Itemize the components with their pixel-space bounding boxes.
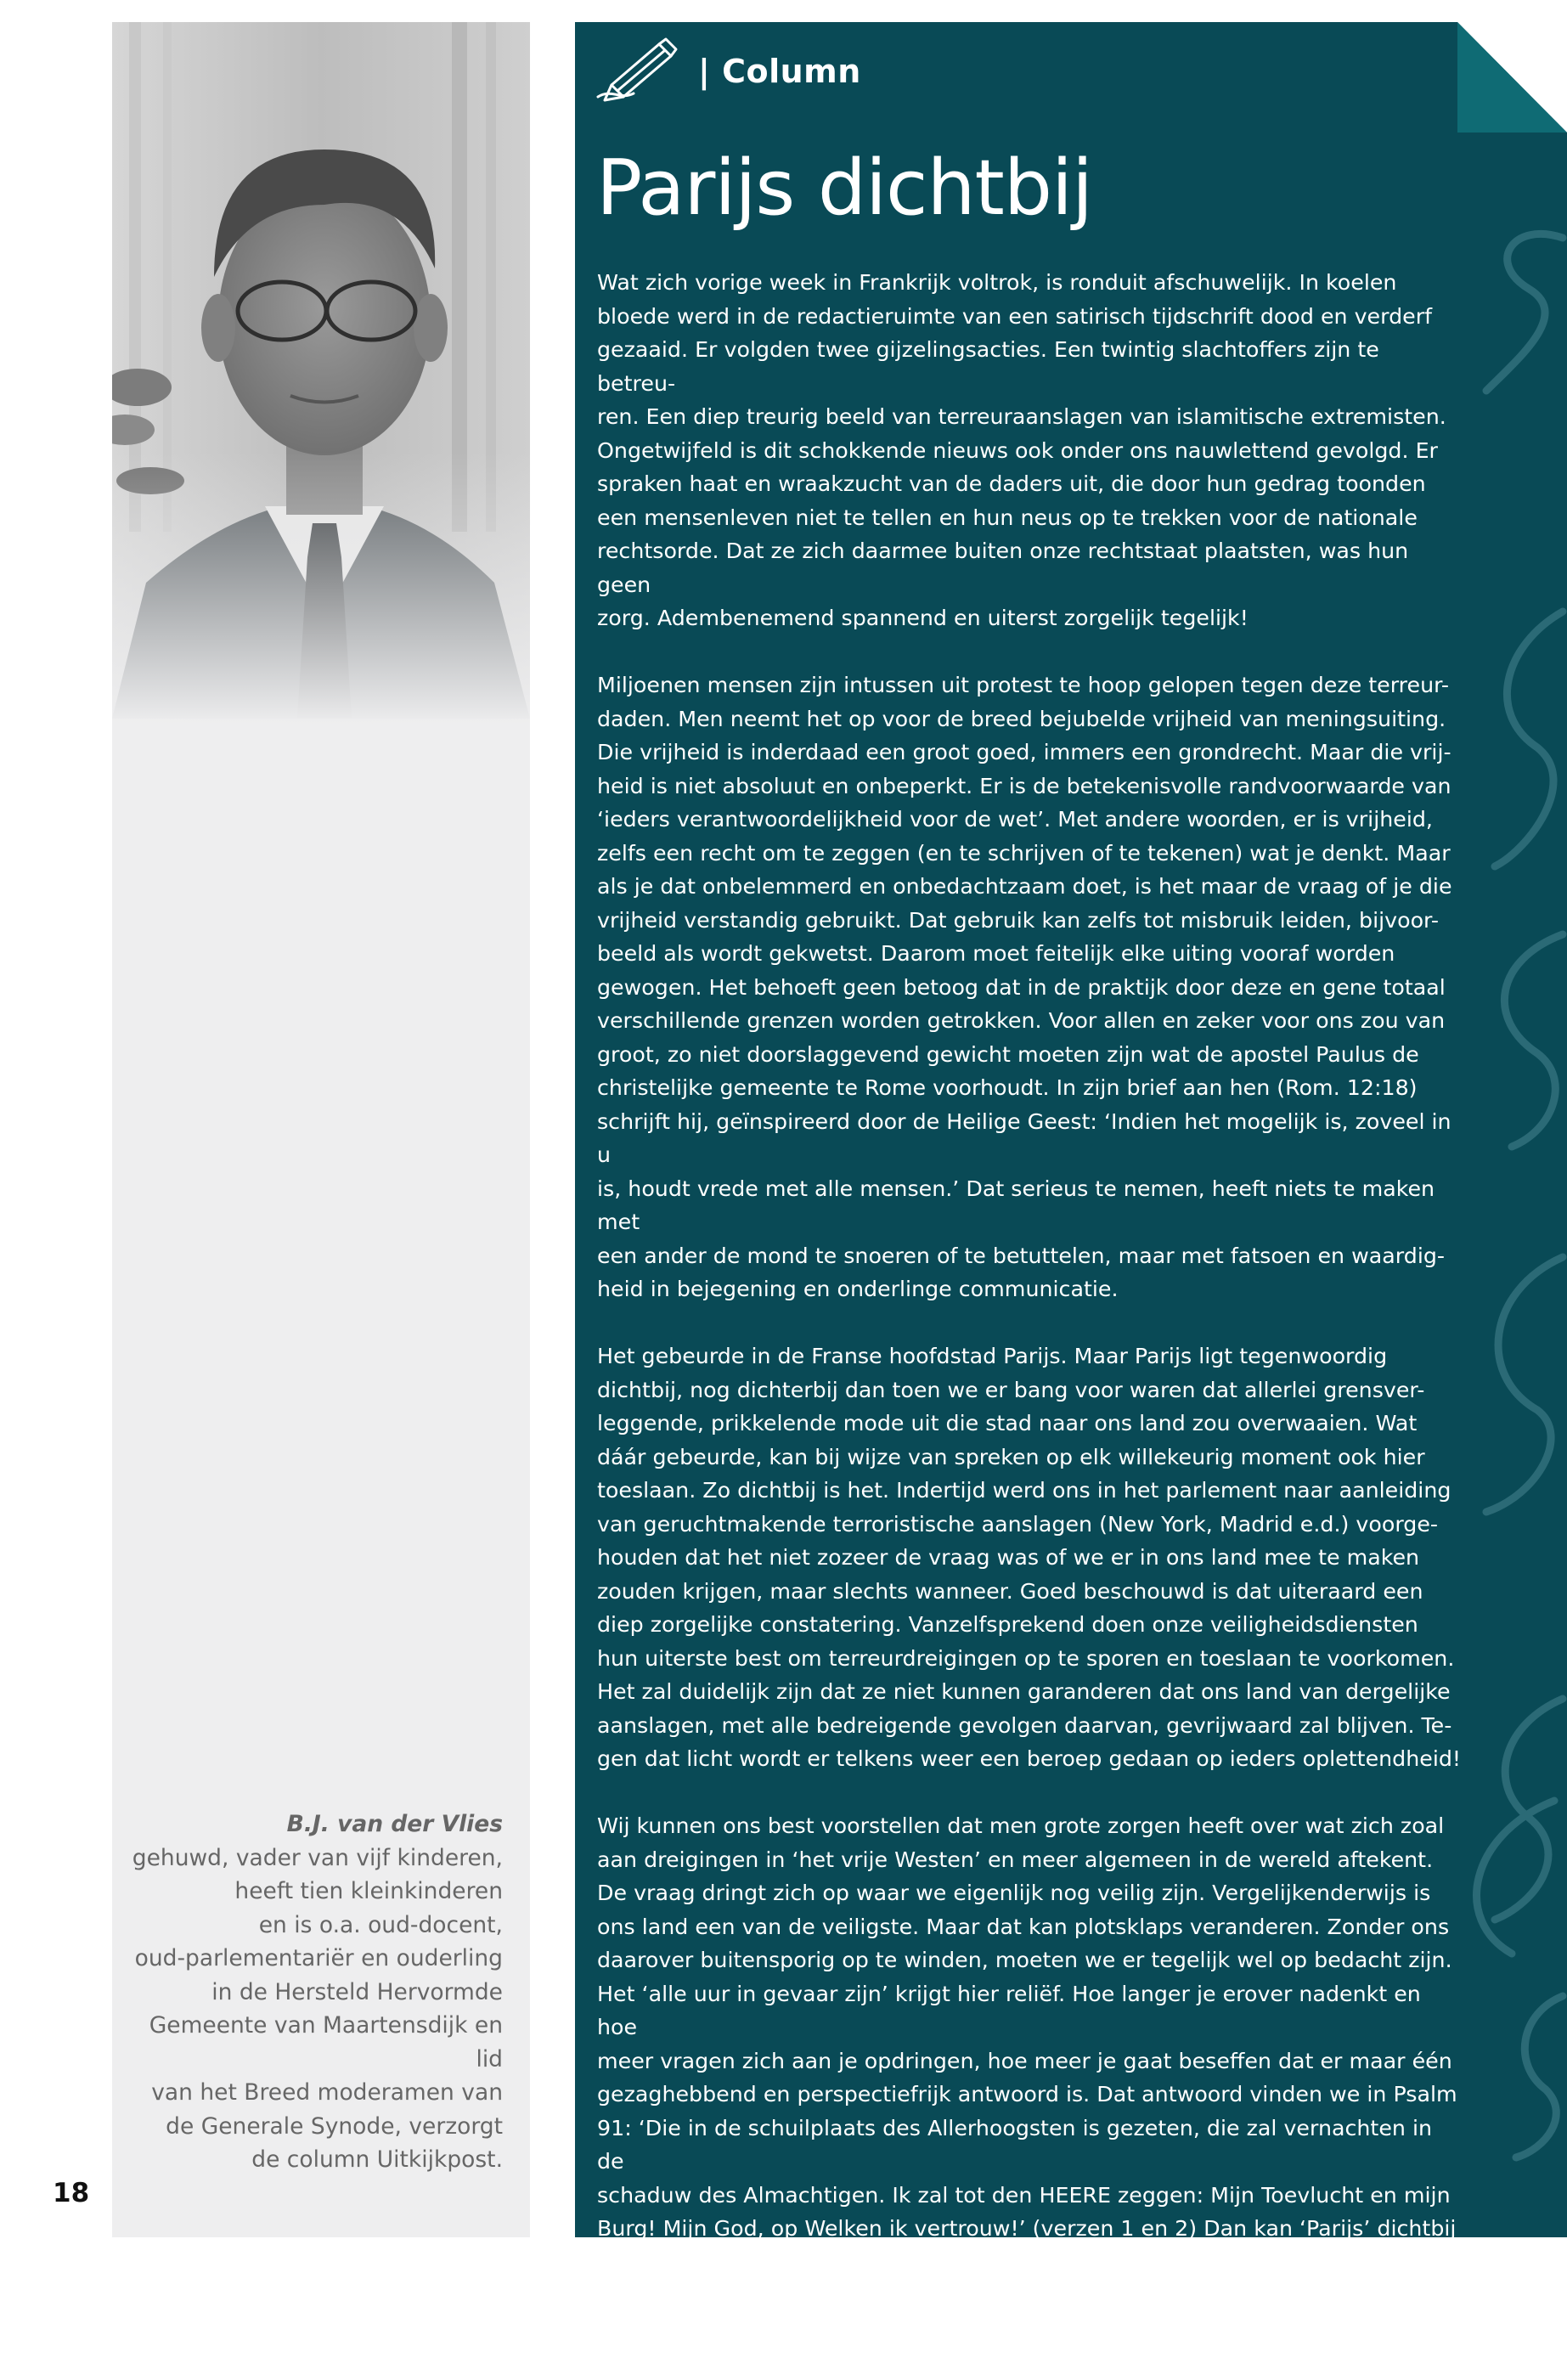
folded-corner [1457, 22, 1567, 133]
pen-icon [595, 37, 679, 105]
author-bio-text: gehuwd, vader van vijf kinderen, heeft tien kleinkinderen en is o.a. oud-docent, oud-parlementariër en ouderling in de Hersteld Hervormde Gemeente van Maartensdijk en lid van het Breed moderamen van de Generale Synode, verzorgt de column Uitkijkpost. [132, 1844, 503, 2173]
section-label: | Column [698, 53, 861, 90]
article-paragraph: Het gebeurde in de Franse hoofdstad Parijs. Maar Parijs ligt tegenwoordig dichtbij, nog dichterbij dan toen we er bang voor waren dat allerlei grensver- leggende, prikkelende mode uit die stad naar ons land zou overwaaien. Wat dáár gebeurde, kan bij wijze van spreken op elk willekeurig moment ook hier toeslaan. Zo dichtbij is het. Indertijd werd ons in het parlement naar aanleiding van geruchtmakende terroristische aanslagen (New York, Madrid e.d.) voorge- houden dat het niet zozeer de vraag was of we er in ons land mee te maken zouden krijgen, maar slechts wanneer. Goed beschouwd is dat uiteraard een diep zorgelijke constatering. Vanzelfsprekend doen onze veiligheidsdiensten hun uiterste best om terreurdreigingen op te sporen en toeslaan te voorkomen. Het zal duidelijk zijn dat ze niet kunnen garanderen dat ons land van dergelijke aanslagen, met alle bedreigende gevolgen daarvan, gevrijwaard zal blijven. Te- gen dat licht wordt er telkens weer een beroep gedaan op ieders oplettendheid! [597, 1344, 1462, 1771]
article-body [597, 266, 1463, 2380]
article-paragraph: Wij kunnen ons best voorstellen dat men grote zorgen heeft over wat zich zoal aan dreigingen in ‘het vrije Westen’ en meer algemeen in de wereld aftekent. De vraag dringt zich op waar we eigenlijk nog veilig zijn. Vergelijkenderwijs is ons land een van de veiligste. Maar dat kan plotsklaps veranderen. Zonder ons daarover buitensporig op te winden, moeten we er tegelijk wel op bedacht zijn. Het ‘alle uur in gevaar zijn’ krijgt hier reliëf. Hoe langer je erover nadenkt en hoe meer vragen zich aan je opdringen, hoe meer je gaat beseffen dat er maar één gezaghebbend en perspectiefrijk antwoord is. Dat antwoord vinden we in Psalm 91: ‘Die in de schuilplaats des Allerhoogsten is gezeten, die zal vernachten in de schaduw des Almachtigen. Ik zal tot den HEERE zeggen: Mijn Toevlucht en mijn Burg! Mijn God, op Welken ik vertrouw!’ (verzen 1 en 2) Dan kan ‘Parijs’ dichtbij zijn gekomen, deze (geloofs)werkelijkheid is nog oneindig meer dichterbij. Maar dat is pure genade, een werkelijkheid die niet met het natuurlijke oog wordt gezien, alleen in geloof rijk wordt ervaren. Daar komt geen terrorist aan. [597, 1813, 1457, 2342]
article-paragraph: Wat zich vorige week in Frankrijk voltrok, is ronduit afschuwelijk. In koelen bloede werd in de redactieruimte van een satirisch tijdschrift dood en verderf gezaaid. Er volgden twee gijzelingsacties. Een twintig slachtoffers zijn te betreu- ren. Een diep treurig beeld van terreuraanslagen van islamitische extremisten. Ongetwijfeld is dit schokkende nieuws ook onder ons nauwlettend gevolgd. Er spraken haat en wraakzucht van de daders uit, die door hun gedrag toonden een mensenleven niet te tellen en hun neus op te trekken voor de nationale rechtsorde. Dat ze zich daarmee buiten onze rechtstaat plaatsten, was hun geen zorg. Adembenemend spannend en uiterst zorgelijk tegelijk! [597, 270, 1446, 630]
page-number: 18 [53, 2178, 90, 2208]
author-name: B.J. van der Vlies [286, 1811, 503, 1837]
article-title: Parijs dichtbij [596, 144, 1092, 233]
author-photo [112, 22, 530, 804]
article-paragraph: Miljoenen mensen zijn intussen uit protest te hoop gelopen tegen deze terreur- daden. Men neemt het op voor de breed bejubelde vrijheid van meningsuiting. Die vrijheid is inderdaad een groot goed, immers een grondrecht. Maar die vrij- heid is niet absoluut en onbeperkt. Er is de betekenisvolle randvoorwaarde van ‘ieders verantwoordelijkheid voor de wet’. Met andere woorden, er is vrijheid, zelfs een recht om te zeggen (en te schrijven of te tekenen) wat je denkt. Maar als je dat onbelemmerd en onbedachtzaam doet, is het maar de vraag of je die vrijheid verstandig gebruikt. Dat gebruik kan zelfs tot misbruik leiden, bijvoor- beeld als wordt gekwetst. Daarom moet feitelijk elke uiting vooraf worden gewogen. Het behoeft geen betoog dat in de praktijk door deze en gene totaal verschillende grenzen worden getrokken. Voor allen en zeker voor ons zou van groot, zo niet doorslaggevend gewicht moeten zijn wat de apostel Paulus de christelijke gemeente te Rome voorhoudt. In zijn brief aan hen (Rom. 12:18) schrijft hij, geïnspireerd door de Heilige Geest: ‘Indien het mogelijk is, zoveel in u is, houdt vrede met alle mensen.’ Dat serieus te nemen, heeft niets te maken met een ander de mond te snoeren of te betuttelen, maar met fatsoen en waardig- heid in bejegening en onderlinge communicatie. [597, 673, 1452, 1301]
section-header [595, 37, 861, 105]
author-bio [119, 1808, 503, 2177]
